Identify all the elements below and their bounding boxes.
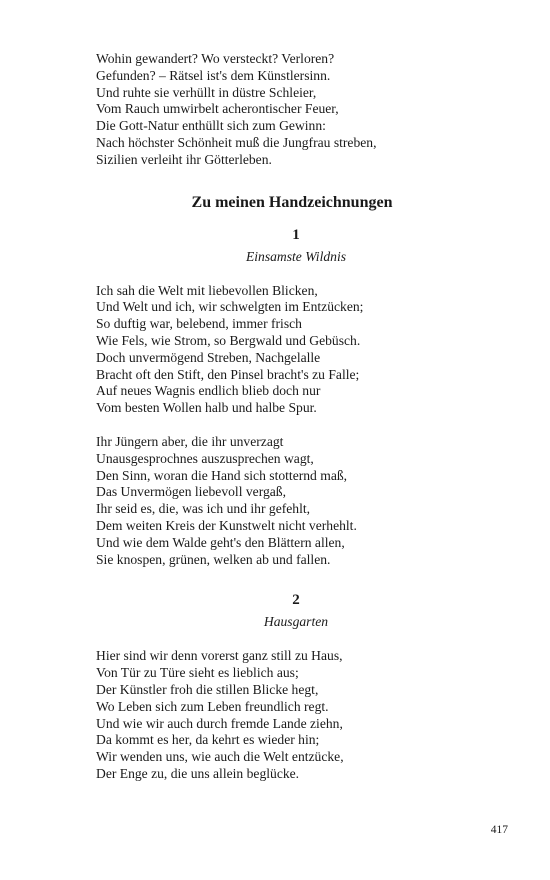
verse-line: Das Unvermögen liebevoll vergaß, [96,484,287,500]
verse-line: Bracht oft den Stift, den Pinsel bracht's zu Falle; [96,366,360,382]
verse-line: Gefunden? – Rätsel ist's dem Künstlersinn. [96,67,331,83]
verse-line: Sie knospen, grünen, welken ab und fallen. [96,551,331,567]
verse-line: Wohin gewandert? Wo versteckt? Verloren? [96,51,335,66]
verse-line: Und ruhte sie verhüllt in düstre Schleier, [96,84,317,100]
section-title: Zu meinen Handzeichnungen [191,193,393,211]
verse-line: So duftig war, belebend, immer frisch [96,316,302,332]
verse-line: Da kommt es her, da kehrt es wieder hin; [96,732,320,748]
verse-line: Vom Rauch umwirbelt acherontischer Feuer, [96,101,339,117]
verse-line: Und wie dem Walde geht's den Blättern allen, [96,534,345,550]
verse-line: Der Enge zu, die uns allein beglücke. [96,765,300,781]
intro-stanza [96,51,496,169]
verse-line: Der Künstler froh die stillen Blicke hegt, [96,681,319,697]
verse-line: Unausgesprochnes auszusprechen wagt, [96,450,314,466]
poem-title: Einsamste Wildnis [245,248,347,264]
verse-line: Die Gott-Natur enthüllt sich zum Gewinn: [96,118,326,134]
verse-line: Wie Fels, wie Strom, so Bergwald und Gebüsch. [96,332,361,348]
verse-line: Ich sah die Welt mit liebevollen Blicken, [96,282,318,298]
verse-line: Und wie wir auch durch fremde Lande ziehn, [96,715,343,731]
verse-line: Nach höchster Schönheit muß die Jungfrau streben, [96,134,377,150]
poem-title: Hausgarten [263,614,329,630]
poem-1-stanza-1 [96,283,496,417]
poem-1-stanza-2 [96,434,496,568]
verse-line: Doch unvermögend Streben, Nachgelalle [96,349,321,365]
verse-line: Ihr seid es, die, was ich und ihr gefehlt, [96,501,311,517]
verse-line: Wir wenden uns, wie auch die Welt entzücke, [96,749,344,765]
verse-line: Sizilien verleiht ihr Götterleben. [96,151,272,167]
verse-line: Dem weiten Kreis der Kunstwelt nicht verhehlt. [96,517,357,533]
poem-2-stanza-1 [96,648,496,782]
poem-number: 1 [292,226,300,243]
poem-number: 2 [292,592,300,609]
verse-line: Vom besten Wollen halb und halbe Spur. [96,400,317,416]
verse-line: Ihr Jüngern aber, die ihr unverzagt [96,433,284,449]
verse-line: Auf neues Wagnis endlich blieb doch nur [96,383,321,399]
page-text [96,51,496,783]
verse-line: Und Welt und ich, wir schwelgten im Entzücken; [96,299,364,315]
verse-line: Von Tür zu Türe sieht es lieblich aus; [96,665,299,681]
verse-line: Den Sinn, woran die Hand sich stotternd maß, [96,467,348,483]
page-number: 417 [490,824,508,836]
verse-line: Wo Leben sich zum Leben freundlich regt. [96,698,329,714]
verse-line: Hier sind wir denn vorerst ganz still zu Haus, [96,648,343,664]
